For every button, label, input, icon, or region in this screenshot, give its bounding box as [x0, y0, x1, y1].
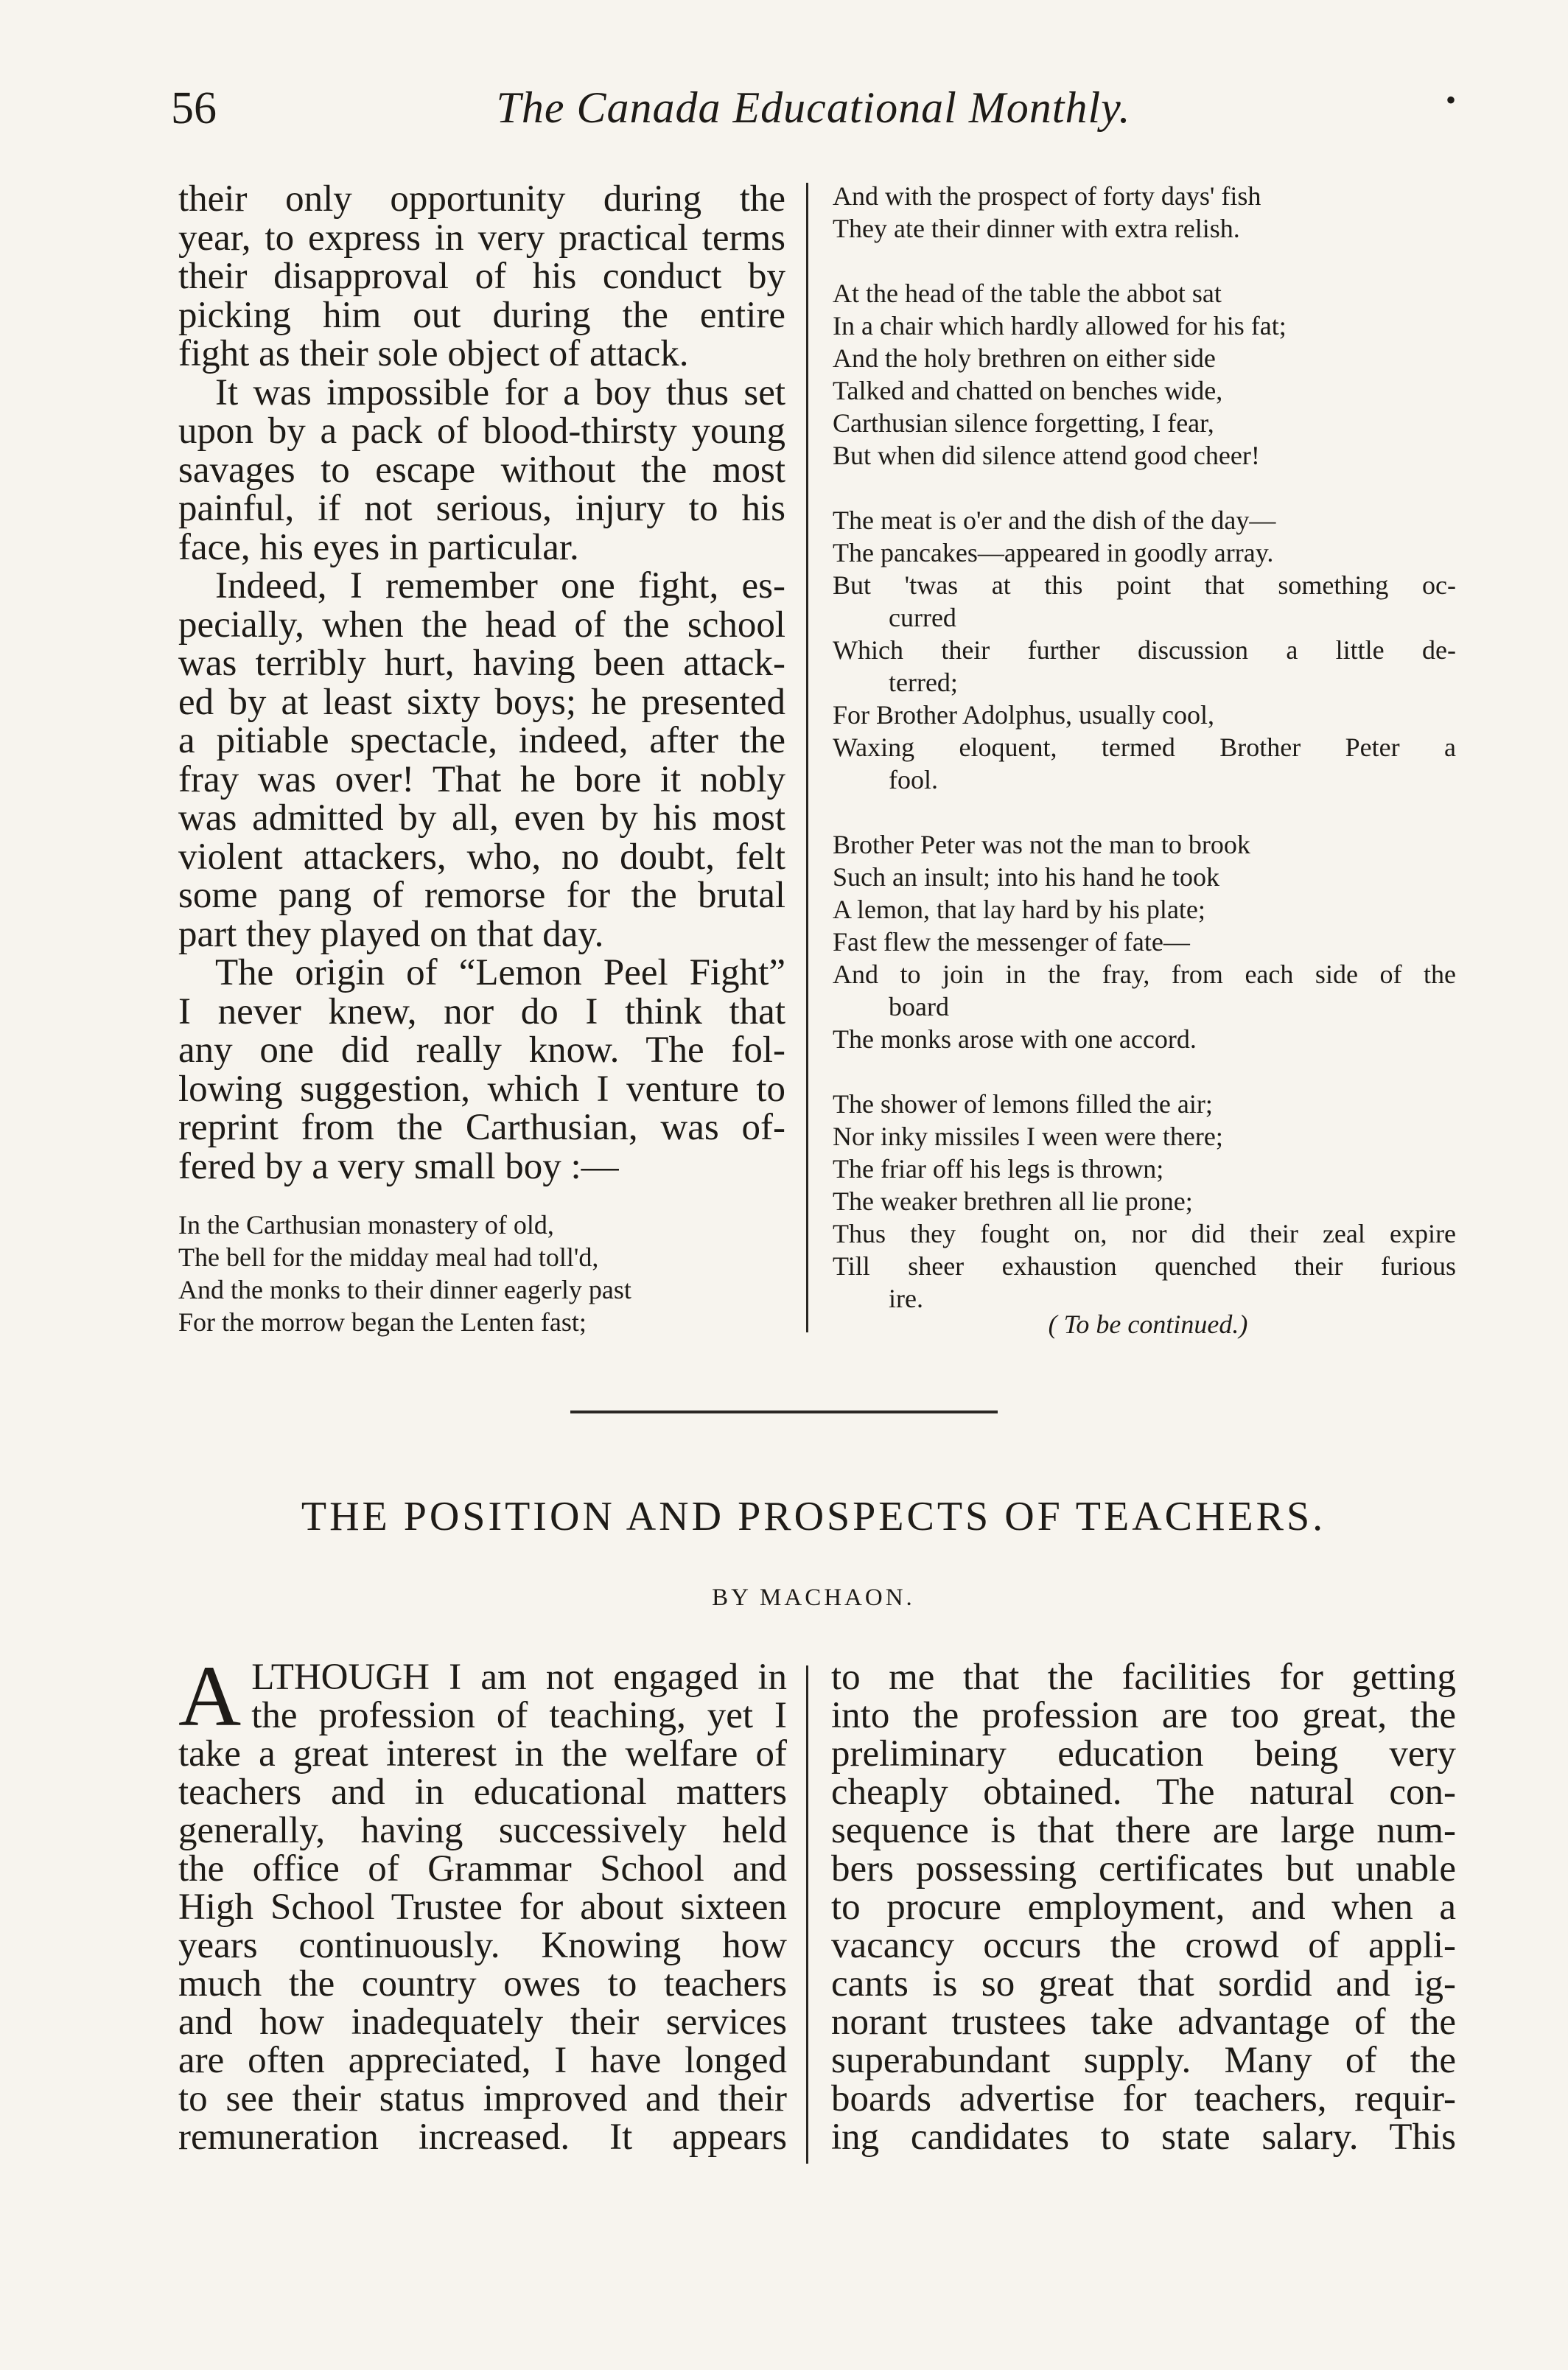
text-line: and how inadequately their services — [178, 2002, 787, 2043]
section-divider — [570, 1411, 998, 1413]
text-line: preliminary education being very — [831, 1733, 1456, 1775]
text-line: ing candidates to state salary. This — [831, 2116, 1456, 2158]
verse-line-continuation: ire. — [889, 1284, 923, 1313]
to-be-continued-note: ( To be continued.) — [1048, 1310, 1248, 1339]
article-title: THE POSITION AND PROSPECTS OF TEACHERS. — [301, 1494, 1326, 1539]
running-head — [171, 83, 1456, 141]
left-column-prose — [178, 180, 785, 1186]
text-line: picking him out during the entire — [178, 294, 785, 336]
verse-line: The weaker brethren all lie prone; — [833, 1186, 1193, 1216]
verse-line: Thus they fought on, nor did their zeal expire — [833, 1219, 1456, 1248]
text-line: It was impossible for a boy thus set — [215, 371, 785, 413]
verse-line: Till sheer exhaustion quenched their furious — [833, 1251, 1456, 1281]
verse-line: And the holy brethren on either side — [833, 343, 1216, 373]
text-line: pecially, when the head of the school — [178, 604, 785, 646]
verse-line-continuation: fool. — [889, 765, 938, 794]
verse-line: For Brother Adolphus, usually cool, — [833, 700, 1214, 730]
verse-line: And with the prospect of forty days' fish — [833, 181, 1261, 211]
text-line: Indeed, I remember one fight, es- — [215, 565, 785, 607]
text-line: bers possessing certificates but unable — [831, 1848, 1456, 1890]
verse-line: At the head of the table the abbot sat — [833, 279, 1222, 308]
text-line: fight as their sole object of attack. — [178, 333, 689, 374]
verse-line-continuation: curred — [889, 603, 956, 632]
verse-line: The bell for the midday meal had toll'd, — [178, 1242, 599, 1272]
verse-line-continuation: terred; — [889, 668, 958, 697]
text-line: painful, if not serious, injury to his — [178, 488, 785, 529]
right-column-verse — [833, 180, 1456, 1315]
verse-line-continuation: board — [889, 992, 949, 1021]
verse-line: Carthusian silence forgetting, I fear, — [833, 408, 1214, 438]
text-line: ed by at least sixty boys; he presented — [178, 681, 785, 723]
article-left-column — [178, 1648, 787, 2158]
text-line: boards advertise for teachers, requir- — [831, 2078, 1456, 2119]
verse-line: Talked and chatted on benches wide, — [833, 376, 1223, 405]
verse-line: Such an insult; into his hand he took — [833, 862, 1219, 892]
text-line: some pang of remorse for the brutal — [178, 875, 785, 916]
text-line: to procure employment, and when a — [831, 1887, 1456, 1928]
column-rule-upper — [806, 183, 808, 1332]
text-line: their only opportunity during the — [178, 178, 785, 220]
text-line: face, his eyes in particular. — [178, 526, 579, 568]
text-line: are often appreciated, I have longed — [178, 2040, 787, 2081]
text-line: part they played on that day. — [178, 913, 604, 955]
text-line: norant trustees take advantage of the — [831, 2002, 1456, 2043]
text-line: to me that the facilities for getting — [831, 1657, 1456, 1698]
text-line: generally, having successively held — [178, 1810, 787, 1851]
stanza-break — [833, 796, 1456, 828]
text-line: High School Trustee for about sixteen — [178, 1887, 787, 1928]
journal-title: The Canada Educational Monthly. — [496, 83, 1131, 132]
verse-line: Fast flew the messenger of fate— — [833, 927, 1190, 957]
text-line: I never knew, nor do I think that — [178, 990, 785, 1032]
text-line: to see their status improved and their — [178, 2078, 787, 2119]
article-byline: BY MACHAON. — [712, 1584, 915, 1611]
text-line: upon by a pack of blood-thirsty young — [178, 410, 785, 452]
drop-cap: A — [178, 1648, 242, 1744]
verse-line: The meat is o'er and the dish of the day— — [833, 506, 1276, 535]
article-right-column — [831, 1658, 1456, 2156]
header-mark: • — [1445, 83, 1456, 116]
verse-line: Waxing eloquent, termed Brother Peter a — [833, 733, 1456, 762]
text-line: the office of Grammar School and — [178, 1848, 787, 1890]
text-line: year, to express in very practical terms — [178, 217, 785, 259]
text-line: cants is so great that sordid and ig- — [831, 1963, 1456, 2004]
verse-line: The pancakes—appeared in goodly array. — [833, 538, 1274, 567]
stanza-break — [833, 245, 1456, 277]
verse-line: Brother Peter was not the man to brook — [833, 830, 1250, 859]
text-line: vacancy occurs the crowd of appli- — [831, 1925, 1456, 1966]
verse-line: In a chair which hardly allowed for his fat; — [833, 311, 1287, 340]
text-line: teachers and in educational matters — [178, 1772, 787, 1813]
text-line: years continuously. Knowing how — [178, 1925, 787, 1966]
text-line: violent attackers, who, no doubt, felt — [178, 836, 785, 878]
text-line: into the profession are too great, the — [831, 1695, 1456, 1736]
verse-line: And the monks to their dinner eagerly past — [178, 1275, 631, 1304]
verse-line: The friar off his legs is thrown; — [833, 1154, 1164, 1184]
text-line: lowing suggestion, which I venture to — [178, 1068, 785, 1110]
verse-line: But when did silence attend good cheer! — [833, 441, 1260, 470]
verse-line: And to join in the fray, from each side of the — [833, 959, 1456, 989]
text-line: their disapproval of his conduct by — [178, 256, 785, 297]
left-column-verse — [178, 1209, 790, 1338]
text-line: any one did really know. The fol- — [178, 1030, 785, 1071]
verse-line: A lemon, that lay hard by his plate; — [833, 895, 1205, 924]
text-line: savages to escape without the most — [178, 449, 785, 491]
text-line: cheaply obtained. The natural con- — [831, 1772, 1456, 1813]
verse-line: They ate their dinner with extra relish. — [833, 214, 1240, 243]
text-line: LTHOUGH I am not engaged in — [251, 1657, 787, 1698]
text-line: the profession of teaching, yet I — [251, 1695, 787, 1736]
page-number: 56 — [171, 83, 217, 133]
column-rule-lower — [806, 1665, 808, 2164]
verse-line: In the Carthusian monastery of old, — [178, 1210, 554, 1240]
text-line: superabundant supply. Many of the — [831, 2040, 1456, 2081]
verse-line: Nor inky missiles I ween were there; — [833, 1122, 1223, 1151]
verse-line: The shower of lemons filled the air; — [833, 1089, 1213, 1119]
text-line: reprint from the Carthusian, was of- — [178, 1107, 785, 1148]
text-line: take a great interest in the welfare of — [178, 1733, 787, 1775]
text-line: was terribly hurt, having been attack- — [178, 643, 785, 684]
stanza-break — [833, 472, 1456, 504]
text-line: a pitiable spectacle, indeed, after the — [178, 720, 785, 761]
verse-line: But 'twas at this point that something oc- — [833, 570, 1456, 600]
verse-line: The monks arose with one accord. — [833, 1024, 1197, 1054]
stanza-break — [833, 1055, 1456, 1088]
text-line: sequence is that there are large num- — [831, 1810, 1456, 1851]
text-line: much the country owes to teachers — [178, 1963, 787, 2004]
text-line: fered by a very small boy :— — [178, 1145, 619, 1187]
text-line: The origin of “Lemon Peel Fight” — [215, 952, 785, 993]
text-line: was admitted by all, even by his most — [178, 797, 785, 839]
verse-line: Which their further discussion a little de- — [833, 635, 1456, 665]
text-line: fray was over! That he bore it nobly — [178, 758, 785, 800]
text-line: remuneration increased. It appears — [178, 2116, 787, 2158]
verse-line: For the morrow began the Lenten fast; — [178, 1307, 587, 1337]
